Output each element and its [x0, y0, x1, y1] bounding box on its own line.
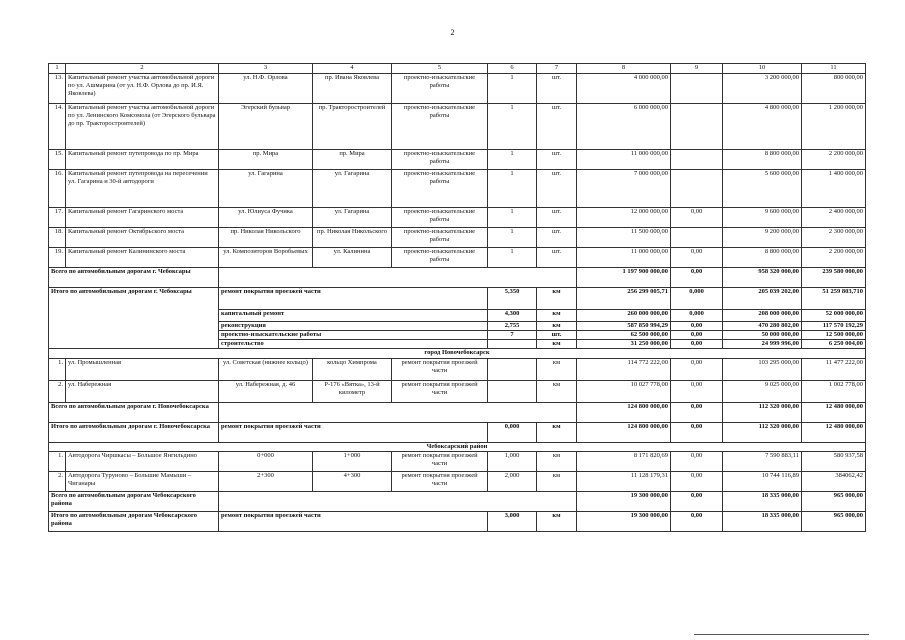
total-amount: 11 000 000,00	[577, 248, 671, 268]
row-number: 14.	[49, 104, 66, 150]
table-row	[49, 208, 866, 228]
col11-amount: 2 300 000,00	[802, 228, 866, 248]
table-row	[49, 104, 866, 150]
section-start: ул. Композиторов Воробьевых	[219, 248, 313, 268]
row-number: 2.	[49, 380, 66, 402]
quantity: 1	[488, 170, 537, 208]
total-amount: 19 300 000,00	[577, 511, 671, 531]
work-type: проектно-изыскательские работы	[392, 104, 488, 150]
col11-amount: 51 259 803,710	[802, 288, 866, 310]
section-end: кольцо Химпрома	[313, 358, 392, 380]
total-amount: 11 000 000,00	[577, 150, 671, 170]
quantity: 1	[488, 208, 537, 228]
section-title: город Новочебоксарск	[49, 349, 866, 358]
col10-amount: 9 600 000,00	[723, 208, 802, 228]
col11-amount: 6 250 004,00	[802, 340, 866, 349]
section-end: ул. Гагарина	[313, 208, 392, 228]
total-amount: 256 299 005,71	[577, 288, 671, 310]
col9-amount	[671, 170, 723, 208]
section-header	[49, 349, 866, 358]
quantity	[488, 380, 537, 402]
object-name: ул. Набережная	[66, 380, 219, 402]
work-type: ремонт покрытия проезжей части	[392, 380, 488, 402]
unit: км	[537, 380, 577, 402]
table-row	[49, 471, 866, 491]
col10-amount: 18 335 000,00	[723, 491, 802, 511]
col10-amount: 50 000 000,00	[723, 331, 802, 340]
col9-amount	[671, 74, 723, 104]
table-row	[49, 380, 866, 402]
total-amount: 31 250 000,00	[577, 340, 671, 349]
total-amount: 6 000 000,00	[577, 104, 671, 150]
table-row	[49, 451, 866, 471]
total-amount: 1 197 900 000,00	[577, 268, 671, 288]
section-end: пр. Ивана Яковлева	[313, 74, 392, 104]
total-label: Всего по автомобильным дорогам Чебоксарского района	[49, 491, 219, 511]
total-label: Всего по автомобильным дорогам г. Новочебоксарска	[49, 402, 219, 422]
empty-cell	[219, 491, 577, 511]
unit: км	[537, 451, 577, 471]
table-row	[49, 170, 866, 208]
quantity: 4,300	[488, 310, 537, 322]
unit: км	[537, 310, 577, 322]
col9-amount	[671, 150, 723, 170]
col-num: 10	[723, 64, 802, 74]
quantity: 1,000	[488, 451, 537, 471]
section-end: пр. Тракторостроителей	[313, 104, 392, 150]
work-type: ремонт покрытия проезжей части	[392, 451, 488, 471]
col10-amount: 103 295 000,00	[723, 358, 802, 380]
row-number: 18.	[49, 228, 66, 248]
work-type: проектно-изыскательские работы	[392, 150, 488, 170]
empty-cell	[219, 268, 577, 288]
col11-amount: 12 480 000,00	[802, 422, 866, 442]
col9-amount: 0,00	[671, 208, 723, 228]
total-amount: 7 000 000,00	[577, 170, 671, 208]
section-start: пр. Мира	[219, 150, 313, 170]
total-amount: 11 500 000,00	[577, 228, 671, 248]
empty-cell	[219, 402, 577, 422]
row-number: 1.	[49, 451, 66, 471]
total-row	[49, 491, 866, 511]
table-row	[49, 358, 866, 380]
total-amount: 11 128 179,31	[577, 471, 671, 491]
total-label: Всего по автомобильным дорогам г. Чебоксары	[49, 268, 219, 288]
row-number: 19.	[49, 248, 66, 268]
col9-amount	[671, 104, 723, 150]
col11-amount: 1 200 000,00	[802, 104, 866, 150]
total-amount: 124 800 000,00	[577, 402, 671, 422]
col11-amount: 52 000 000,00	[802, 310, 866, 322]
section-end: ул. Гагарина	[313, 170, 392, 208]
row-number: 13.	[49, 74, 66, 104]
col9-amount: 0,00	[671, 322, 723, 331]
col11-amount: 2 200 000,00	[802, 248, 866, 268]
unit: км	[537, 358, 577, 380]
row-number: 17.	[49, 208, 66, 228]
col10-amount: 205 039 202,00	[723, 288, 802, 310]
row-number: 1.	[49, 358, 66, 380]
section-end: 4+300	[313, 471, 392, 491]
itogo-row	[49, 511, 866, 531]
quantity: 7	[488, 331, 537, 340]
total-amount: 12 000 000,00	[577, 208, 671, 228]
total-amount: 19 300 000,00	[577, 491, 671, 511]
col9-amount: 0,000	[671, 288, 723, 310]
table-row	[49, 74, 866, 104]
total-amount: 8 171 820,69	[577, 451, 671, 471]
total-amount: 587 850 994,29	[577, 322, 671, 331]
col11-amount: 1 400 000,00	[802, 170, 866, 208]
program-table	[48, 63, 866, 532]
section-start: ул. Юлиуса Фучика	[219, 208, 313, 228]
col-num: 1	[49, 64, 66, 74]
col9-amount: 0,00	[671, 331, 723, 340]
section-end: пр. Николая Никольского	[313, 228, 392, 248]
col9-amount: 0,00	[671, 511, 723, 531]
col-num: 4	[313, 64, 392, 74]
col-num: 11	[802, 64, 866, 74]
unit: км	[537, 288, 577, 310]
table-row	[49, 150, 866, 170]
section-start: ул. Набережная, д. 46	[219, 380, 313, 402]
total-amount: 260 000 000,00	[577, 310, 671, 322]
col10-amount: 8 800 000,00	[723, 248, 802, 268]
col9-amount: 0,00	[671, 248, 723, 268]
quantity: 5,350	[488, 288, 537, 310]
col-num: 7	[537, 64, 577, 74]
col-num: 6	[488, 64, 537, 74]
col9-amount: 0,00	[671, 402, 723, 422]
total-amount: 4 000 000,00	[577, 74, 671, 104]
unit: км	[537, 471, 577, 491]
col10-amount: 208 000 000,00	[723, 310, 802, 322]
table-row	[49, 248, 866, 268]
quantity	[488, 358, 537, 380]
col9-amount: 0,00	[671, 471, 723, 491]
unit: шт.	[537, 170, 577, 208]
work-type: реконструкция	[219, 322, 488, 331]
quantity: 3,000	[488, 511, 537, 531]
col-num: 9	[671, 64, 723, 74]
section-end: 1+000	[313, 451, 392, 471]
col10-amount: 470 280 802,00	[723, 322, 802, 331]
col9-amount: 0,00	[671, 451, 723, 471]
col10-amount: 7 590 883,11	[723, 451, 802, 471]
col11-amount: 580 937,58	[802, 451, 866, 471]
col-num: 5	[392, 64, 488, 74]
section-start: Эгерский бульвар	[219, 104, 313, 150]
itogo-label: Итого по автомобильным дорогам г. Новочебоксарска	[49, 422, 219, 442]
col10-amount: 9 200 000,00	[723, 228, 802, 248]
col9-amount: 0,00	[671, 491, 723, 511]
work-type: проектно-изыскательские работы	[219, 331, 488, 340]
unit: шт.	[537, 150, 577, 170]
col11-amount: 1 002 778,00	[802, 380, 866, 402]
quantity: 0,000	[488, 422, 537, 442]
section-start: 0+000	[219, 451, 313, 471]
section-start: ул. Гагарина	[219, 170, 313, 208]
total-amount: 114 772 222,00	[577, 358, 671, 380]
col9-amount	[671, 228, 723, 248]
col10-amount: 10 744 116,89	[723, 471, 802, 491]
col-num: 8	[577, 64, 671, 74]
work-type: ремонт покрытия проезжей части	[219, 288, 488, 310]
section-header	[49, 442, 866, 451]
col11-amount: 117 570 192,29	[802, 322, 866, 331]
col11-amount: 965 000,00	[802, 491, 866, 511]
total-row	[49, 402, 866, 422]
quantity: 1	[488, 74, 537, 104]
col-num: 3	[219, 64, 313, 74]
object-name: Капитальный ремонт Калининского моста	[66, 248, 219, 268]
section-start: 2+300	[219, 471, 313, 491]
page-number: 2	[450, 28, 455, 37]
section-start: пр. Николая Никольского	[219, 228, 313, 248]
quantity: 1	[488, 150, 537, 170]
quantity	[488, 340, 537, 349]
section-end: ул. Калинина	[313, 248, 392, 268]
col-num: 2	[66, 64, 219, 74]
col10-amount: 18 335 000,00	[723, 511, 802, 531]
bottom-rule	[694, 634, 869, 635]
object-name: Капитальный ремонт путепровода на пересечении ул. Гагарина и 30-й автодороги	[66, 170, 219, 208]
section-title: Чебоксарский район	[49, 442, 866, 451]
object-name: Капитальный ремонт Гагаринского моста	[66, 208, 219, 228]
col11-amount: 2 400 000,00	[802, 208, 866, 228]
work-type: проектно-изыскательские работы	[392, 248, 488, 268]
quantity: 1	[488, 248, 537, 268]
total-amount: 62 500 000,00	[577, 331, 671, 340]
unit: км	[537, 340, 577, 349]
col11-amount: 2 200 000,00	[802, 150, 866, 170]
unit: шт.	[537, 104, 577, 150]
col10-amount: 112 320 000,00	[723, 402, 802, 422]
col11-amount: 239 580 000,00	[802, 268, 866, 288]
col10-amount: 9 025 000,00	[723, 380, 802, 402]
work-type: строительство	[219, 340, 488, 349]
object-name: Автодорога Чиршкасы – Большое Янгильдино	[66, 451, 219, 471]
col10-amount: 112 320 000,00	[723, 422, 802, 442]
itogo-label: Итого по автомобильным дорогам Чебоксарского района	[49, 511, 219, 531]
total-row	[49, 268, 866, 288]
unit: шт.	[537, 248, 577, 268]
unit: шт.	[537, 228, 577, 248]
itogo-row	[49, 288, 866, 310]
col11-amount: 384062,42	[802, 471, 866, 491]
work-type: проектно-изыскательские работы	[392, 74, 488, 104]
col9-amount: 0,00	[671, 340, 723, 349]
col10-amount: 5 600 000,00	[723, 170, 802, 208]
column-number-row	[49, 64, 866, 74]
work-type: ремонт покрытия проезжей части	[392, 471, 488, 491]
col11-amount: 800 000,00	[802, 74, 866, 104]
col11-amount: 11 477 222,00	[802, 358, 866, 380]
col11-amount: 12 500 000,00	[802, 331, 866, 340]
col11-amount: 965 000,00	[802, 511, 866, 531]
col9-amount: 0,00	[671, 380, 723, 402]
section-end: Р-176 «Вятка», 13-й километр	[313, 380, 392, 402]
col10-amount: 3 200 000,00	[723, 74, 802, 104]
table-body	[49, 64, 866, 532]
work-type: проектно-изыскательские работы	[392, 208, 488, 228]
row-number: 16.	[49, 170, 66, 208]
work-type: ремонт покрытия проезжей части	[219, 422, 488, 442]
row-number: 2.	[49, 471, 66, 491]
unit: км	[537, 422, 577, 442]
table-row	[49, 228, 866, 248]
section-start: ул. Н.Ф. Орлова	[219, 74, 313, 104]
col11-amount: 12 480 000,00	[802, 402, 866, 422]
object-name: ул. Промышленная	[66, 358, 219, 380]
quantity: 2,000	[488, 471, 537, 491]
work-type: ремонт покрытия проезжей части	[392, 358, 488, 380]
col9-amount: 0,000	[671, 310, 723, 322]
work-type: проектно-изыскательские работы	[392, 170, 488, 208]
col10-amount: 24 999 996,00	[723, 340, 802, 349]
row-number: 15.	[49, 150, 66, 170]
total-amount: 10 027 778,00	[577, 380, 671, 402]
quantity: 2,755	[488, 322, 537, 331]
quantity: 1	[488, 104, 537, 150]
unit: км	[537, 511, 577, 531]
unit: шт.	[537, 74, 577, 104]
object-name: Капитальный ремонт участка автомобильной дороги по ул. Ашмарина (от ул. Н.Ф. Орлова до пр. И.Я. Яковлева)	[66, 74, 219, 104]
unit: км	[537, 322, 577, 331]
unit: шт.	[537, 331, 577, 340]
col9-amount: 0,00	[671, 268, 723, 288]
section-start: ул. Советская (нижнее кольцо)	[219, 358, 313, 380]
col10-amount: 958 320 000,00	[723, 268, 802, 288]
col10-amount: 8 800 000,00	[723, 150, 802, 170]
object-name: Капитальный ремонт участка автомобильной дороги по ул. Ленинского Комсомола (от Эгерского бульвара до пр. Тракторостроителей)	[66, 104, 219, 150]
quantity: 1	[488, 228, 537, 248]
itogo-row	[49, 422, 866, 442]
unit: шт.	[537, 208, 577, 228]
object-name: Автодорога Туруново – Большие Мамыши – Чиганары	[66, 471, 219, 491]
itogo-label: Итого по автомобильным дорогам г. Чебоксары	[49, 288, 219, 349]
object-name: Капитальный ремонт Октябрьского моста	[66, 228, 219, 248]
work-type: ремонт покрытия проезжей части	[219, 511, 488, 531]
col9-amount: 0,00	[671, 422, 723, 442]
work-type: капитальный ремонт	[219, 310, 488, 322]
object-name: Капитальный ремонт путепровода по пр. Мира	[66, 150, 219, 170]
col9-amount: 0,00	[671, 358, 723, 380]
total-amount: 124 800 000,00	[577, 422, 671, 442]
col10-amount: 4 800 000,00	[723, 104, 802, 150]
work-type: проектно-изыскательские работы	[392, 228, 488, 248]
section-end: пр. Мира	[313, 150, 392, 170]
